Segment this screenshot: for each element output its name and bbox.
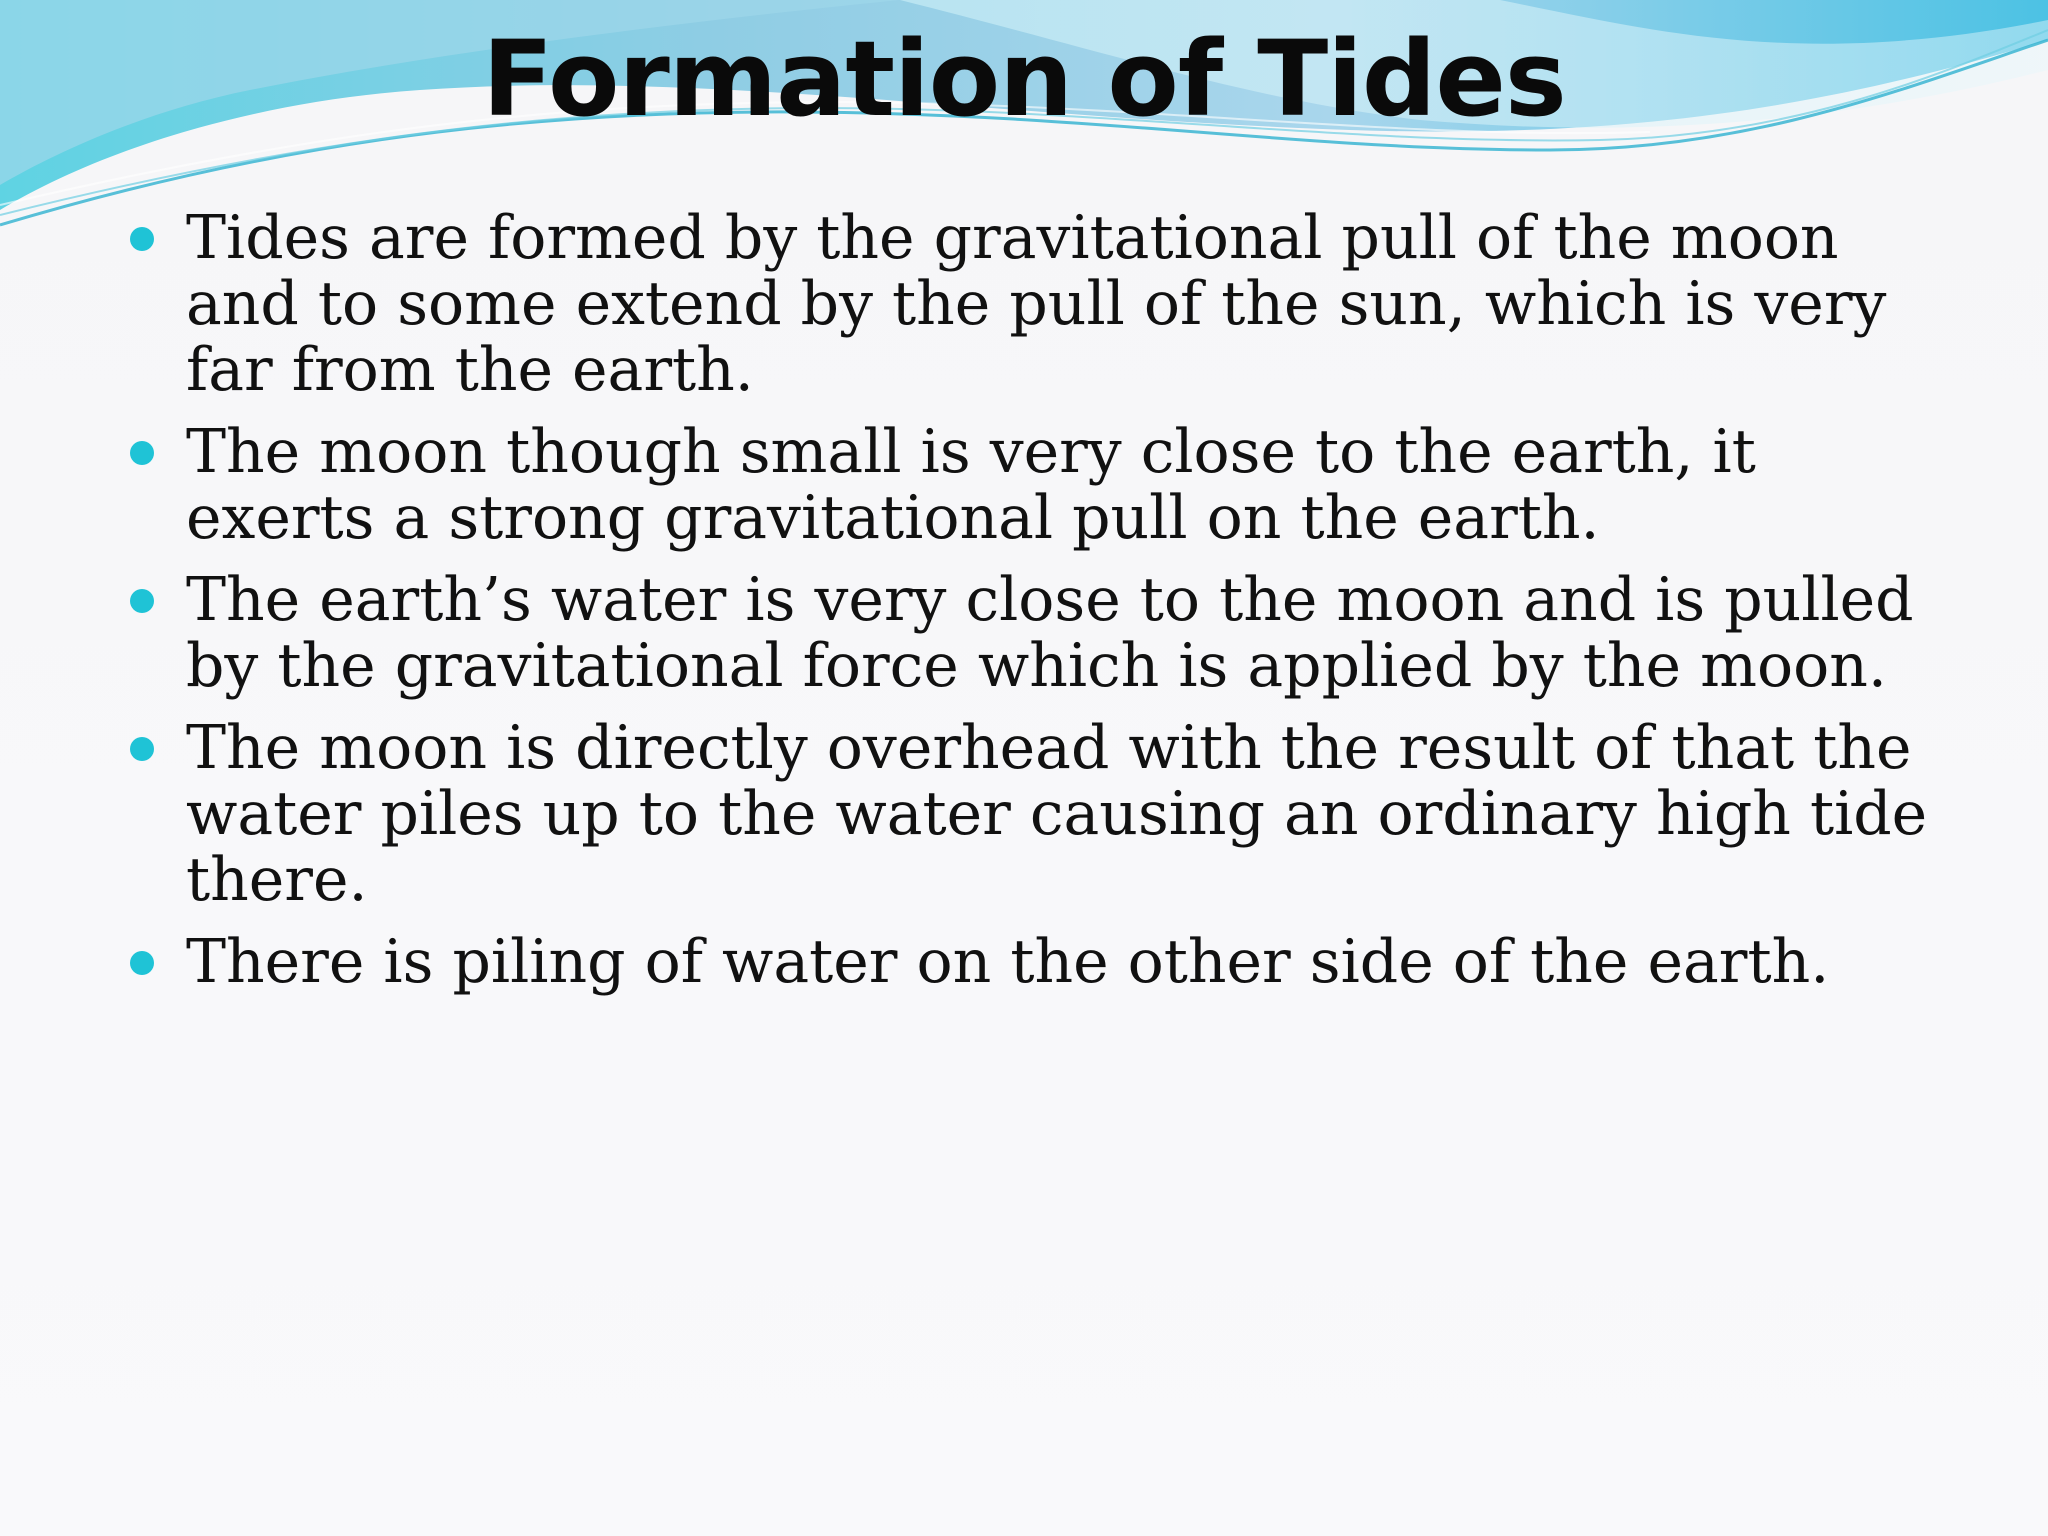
bullet-item: [130, 929, 1930, 995]
bullet-item: [130, 567, 1930, 699]
bullet-text: The earth’s water is very close to the moon and is pulled by the gravitational force which is applied by the moon.: [186, 565, 1914, 701]
bullet-dot-icon: [130, 589, 154, 613]
bullet-text: The moon though small is very close to the earth, it exerts a strong gravitational pull on the earth.: [186, 417, 1756, 553]
bullet-dot-icon: [130, 441, 154, 465]
bullet-list: [130, 205, 1930, 1011]
bullet-item: [130, 715, 1930, 913]
bullet-item: [130, 419, 1930, 551]
bullet-dot-icon: [130, 227, 154, 251]
bullet-text: There is piling of water on the other side of the earth.: [186, 927, 1830, 997]
bullet-text: The moon is directly overhead with the result of that the water piles up to the water causing an ordinary high tide there.: [186, 713, 1928, 915]
bullet-text: Tides are formed by the gravitational pull of the moon and to some extend by the pull of the sun, which is very far from the earth.: [186, 203, 1887, 405]
bullet-dot-icon: [130, 737, 154, 761]
slide-title: Formation of Tides: [482, 18, 1566, 140]
bullet-item: [130, 205, 1930, 403]
bullet-dot-icon: [130, 951, 154, 975]
